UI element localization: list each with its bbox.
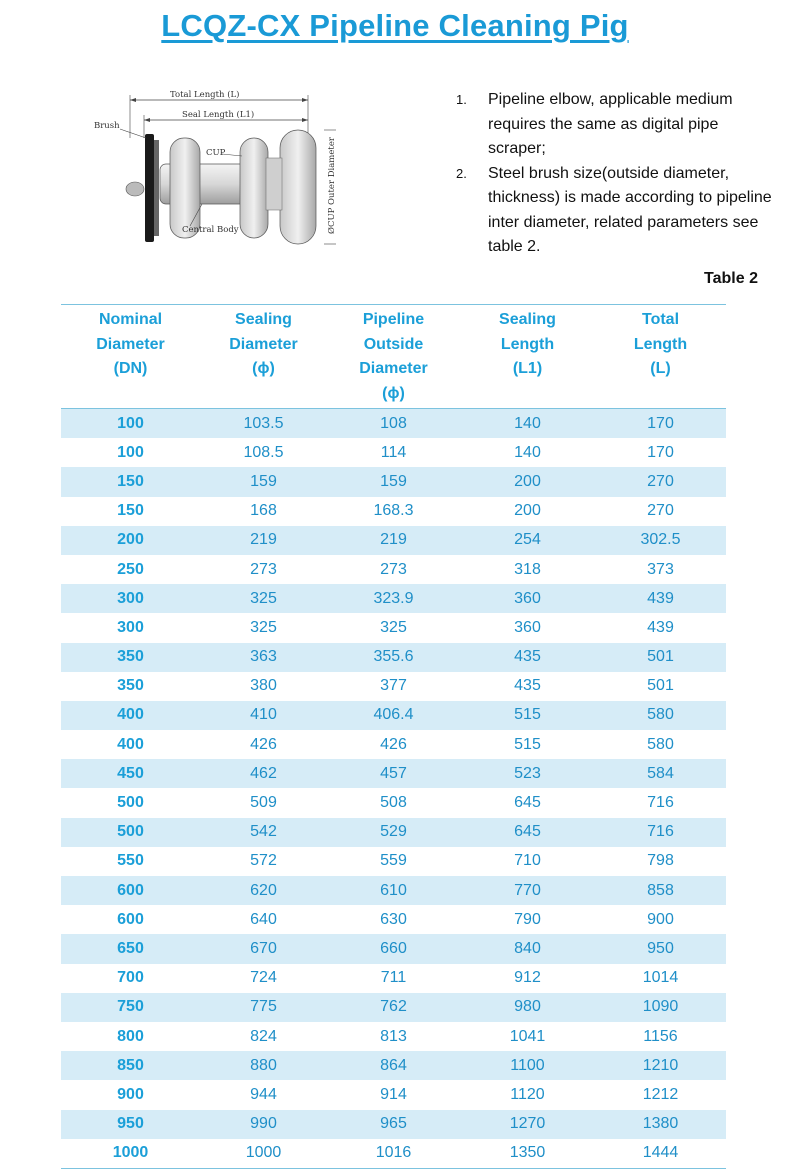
table-row: [61, 555, 726, 584]
table-cell: 325: [250, 618, 277, 636]
table-cell: 790: [514, 910, 541, 928]
table-cell: 439: [595, 584, 726, 613]
table-cell: 219: [327, 526, 460, 555]
table-row: [61, 613, 726, 642]
table-cell: 168.3: [373, 502, 414, 520]
table-cell: 108: [327, 409, 460, 439]
table-cell: 900: [647, 910, 674, 928]
table-cell: 200: [514, 502, 541, 520]
table-cell: 350: [117, 677, 144, 695]
table-cell: 600: [61, 876, 200, 905]
table-cell: 159: [327, 467, 460, 496]
table-cell: 1000: [61, 1139, 200, 1169]
table-cell: 912: [514, 969, 541, 987]
table-cell: 500: [61, 818, 200, 847]
table-cell: 858: [595, 876, 726, 905]
table-cell: 515: [514, 735, 541, 753]
column-header-line: Length: [633, 335, 688, 353]
table-cell: 550: [117, 852, 144, 870]
table-cell: 580: [595, 701, 726, 730]
table-cell: 457: [327, 759, 460, 788]
table-cell: 363: [200, 643, 327, 672]
table-cell: 114: [380, 443, 407, 461]
spec-table: [61, 304, 726, 1169]
table-cell: 1212: [642, 1085, 679, 1103]
table-cell: 716: [647, 794, 674, 812]
table-cell: 254: [460, 526, 595, 555]
table-cell: 515: [460, 701, 595, 730]
table-cell: 439: [647, 618, 674, 636]
column-header-line: Sealing: [235, 311, 292, 328]
table-cell: 559: [380, 852, 407, 870]
table-cell: 1444: [595, 1139, 726, 1169]
table-cell: 645: [460, 818, 595, 847]
table-cell: 1014: [642, 969, 679, 987]
column-header-line: Diameter: [359, 360, 428, 377]
table-cell: 300: [61, 584, 200, 613]
table-cell: 1016: [327, 1139, 460, 1169]
total-length-label: Total Length (L): [170, 90, 240, 100]
table-row: [61, 993, 726, 1022]
table-cell: 350: [61, 643, 200, 672]
table-cell: 645: [514, 794, 541, 812]
table-cell: 1270: [460, 1110, 595, 1139]
table-row: [61, 526, 726, 555]
table-cell: 410: [200, 701, 327, 730]
table-row: [61, 759, 726, 788]
table-cell: 762: [327, 993, 460, 1022]
seal-length-label: Seal Length (L1): [182, 110, 255, 120]
table-cell: 1090: [595, 993, 726, 1022]
table-cell: 710: [514, 852, 541, 870]
note-number: 2.: [456, 165, 467, 181]
table-cell: 1380: [595, 1110, 726, 1139]
table-cell: 360: [514, 618, 541, 636]
table-cell: 140: [460, 409, 595, 439]
central-body-label: Central Body: [182, 225, 239, 235]
table-cell: 355.6: [327, 643, 460, 672]
brush-label: Brush: [94, 121, 120, 131]
note-item: [456, 162, 776, 260]
table-cell: 600: [117, 910, 144, 928]
table-cell: 273: [380, 560, 407, 578]
table-cell: 302.5: [595, 526, 726, 555]
table-cell: 711: [380, 969, 407, 987]
table-cell: 435: [514, 677, 541, 695]
column-header-line: Outside: [363, 335, 424, 353]
table-row: [61, 876, 726, 905]
table-cell: 500: [117, 794, 144, 812]
column-header-line: Sealing: [499, 311, 556, 328]
table-cell: 270: [595, 467, 726, 496]
table-cell: 584: [595, 759, 726, 788]
table-row: [61, 1110, 726, 1139]
table-cell: 700: [117, 969, 144, 987]
table-cell: 100: [117, 443, 144, 461]
table-cell: 360: [460, 584, 595, 613]
table-cell: 318: [514, 560, 541, 578]
table-cell: 1000: [200, 1139, 327, 1169]
table-cell: 670: [200, 934, 327, 963]
column-header-line: Pipeline: [362, 311, 425, 328]
column-header-line: (ϕ): [382, 384, 405, 402]
table-row: [61, 584, 726, 613]
table-cell: 159: [200, 467, 327, 496]
table-row: [61, 409, 726, 439]
column-header: [595, 305, 726, 409]
table-cell: 610: [327, 876, 460, 905]
table-cell: 650: [61, 934, 200, 963]
table-row: [61, 643, 726, 672]
table-row: [61, 701, 726, 730]
table-cell: 840: [460, 934, 595, 963]
column-header-line: Length: [500, 335, 555, 353]
table-cell: 250: [117, 560, 144, 578]
table-cell: 630: [380, 910, 407, 928]
table-cell: 1350: [460, 1139, 595, 1169]
table-cell: 406.4: [327, 701, 460, 730]
note-text: Pipeline elbow, applicable medium requires the same as digital pipe scraper;: [488, 91, 733, 157]
table-row: [61, 467, 726, 496]
table-cell: 1041: [509, 1027, 546, 1045]
table-cell: 150: [61, 467, 200, 496]
table-cell: 380: [250, 677, 277, 695]
note-text: Steel brush size(outside diameter, thickness) is made according to pipeline inter diameter, related parameters see table 2.: [488, 164, 772, 255]
table-cell: 373: [647, 560, 674, 578]
table-row: [61, 847, 726, 876]
table-cell: 850: [61, 1051, 200, 1080]
table-cell: 170: [647, 443, 674, 461]
table-cell: 200: [460, 467, 595, 496]
table-row: [61, 438, 726, 467]
table-cell: 1100: [460, 1051, 595, 1080]
cup-label: CUP: [206, 148, 226, 158]
table-cell: 770: [460, 876, 595, 905]
table-cell: 200: [61, 526, 200, 555]
table-cell: 400: [61, 701, 200, 730]
table-row: [61, 934, 726, 963]
column-header: [61, 305, 200, 409]
table-cell: 170: [595, 409, 726, 439]
table-cell: 168: [250, 502, 277, 520]
page-title: LCQZ-CX Pipeline Cleaning Pig: [161, 8, 629, 43]
table-cell: 508: [380, 794, 407, 812]
table-cell: 323.9: [327, 584, 460, 613]
table-cell: 1156: [643, 1027, 678, 1045]
column-header: [460, 305, 595, 409]
table-row: [61, 672, 726, 701]
table-cell: 798: [647, 852, 674, 870]
table-row: [61, 1080, 726, 1109]
table-cell: 965: [327, 1110, 460, 1139]
table-cell: 529: [327, 818, 460, 847]
table-row: [61, 905, 726, 934]
column-header-line: (ϕ): [252, 360, 275, 377]
table-cell: 900: [117, 1085, 144, 1103]
table-row: [61, 1051, 726, 1080]
table-cell: 800: [117, 1027, 144, 1045]
table-cell: 325: [200, 584, 327, 613]
table-cell: 509: [250, 794, 277, 812]
table-caption: Table 2: [704, 270, 758, 287]
table-row: [61, 1022, 726, 1051]
column-header-line: (L1): [512, 360, 543, 377]
table-cell: 660: [327, 934, 460, 963]
table-cell: 108.5: [243, 443, 284, 461]
table-cell: 100: [61, 409, 200, 439]
table-row: [61, 730, 726, 759]
table-cell: 140: [514, 443, 541, 461]
table-row: [61, 964, 726, 993]
note-number: 1.: [456, 92, 467, 107]
table-cell: 300: [117, 618, 144, 636]
table-cell: 980: [460, 993, 595, 1022]
table-cell: 270: [647, 502, 674, 520]
table-cell: 523: [460, 759, 595, 788]
table-cell: 864: [327, 1051, 460, 1080]
table-row: [61, 788, 726, 817]
table-cell: 716: [595, 818, 726, 847]
table-cell: 813: [380, 1027, 407, 1045]
column-header-line: Nominal: [98, 311, 163, 328]
table-cell: 572: [250, 852, 277, 870]
table-cell: 990: [200, 1110, 327, 1139]
column-header-line: (DN): [113, 360, 148, 377]
table-cell: 426: [250, 735, 277, 753]
table-cell: 775: [200, 993, 327, 1022]
column-header-line: Diameter: [96, 335, 165, 353]
table-cell: 580: [647, 735, 674, 753]
table-cell: 950: [61, 1110, 200, 1139]
table-cell: 1120: [510, 1085, 545, 1103]
cup-outer-diameter-label: ØCUP Outer Diameter: [327, 137, 337, 234]
table-cell: 103.5: [200, 409, 327, 439]
table-cell: 620: [200, 876, 327, 905]
table-cell: 640: [250, 910, 277, 928]
table-row: [61, 1139, 726, 1169]
column-header-line: (L): [650, 360, 671, 377]
table-cell: 724: [250, 969, 277, 987]
column-header: [327, 305, 460, 409]
table-cell: 462: [200, 759, 327, 788]
pig-diagram: [90, 86, 352, 256]
table-cell: 219: [200, 526, 327, 555]
table-cell: 824: [250, 1027, 277, 1045]
table-cell: 435: [460, 643, 595, 672]
table-cell: 426: [380, 735, 407, 753]
column-header-line: Diameter: [229, 335, 298, 353]
table-cell: 501: [595, 643, 726, 672]
table-cell: 450: [61, 759, 200, 788]
table-row: [61, 497, 726, 526]
notes-list: [456, 88, 776, 260]
table-cell: 880: [200, 1051, 327, 1080]
note-item: [456, 88, 776, 162]
column-header: [200, 305, 327, 409]
table-cell: 542: [200, 818, 327, 847]
table-cell: 944: [250, 1085, 277, 1103]
table-cell: 914: [380, 1085, 407, 1103]
table-body: [61, 409, 726, 1169]
table-header-row: [61, 305, 726, 409]
column-header-line: Total: [641, 311, 680, 328]
table-cell: 150: [117, 502, 144, 520]
table-cell: 950: [595, 934, 726, 963]
table-cell: 400: [117, 735, 144, 753]
table-cell: 325: [380, 618, 407, 636]
table-cell: 273: [250, 560, 277, 578]
table-cell: 750: [61, 993, 200, 1022]
table-cell: 377: [380, 677, 407, 695]
table-row: [61, 818, 726, 847]
table-cell: 501: [647, 677, 674, 695]
table-cell: 1210: [595, 1051, 726, 1080]
